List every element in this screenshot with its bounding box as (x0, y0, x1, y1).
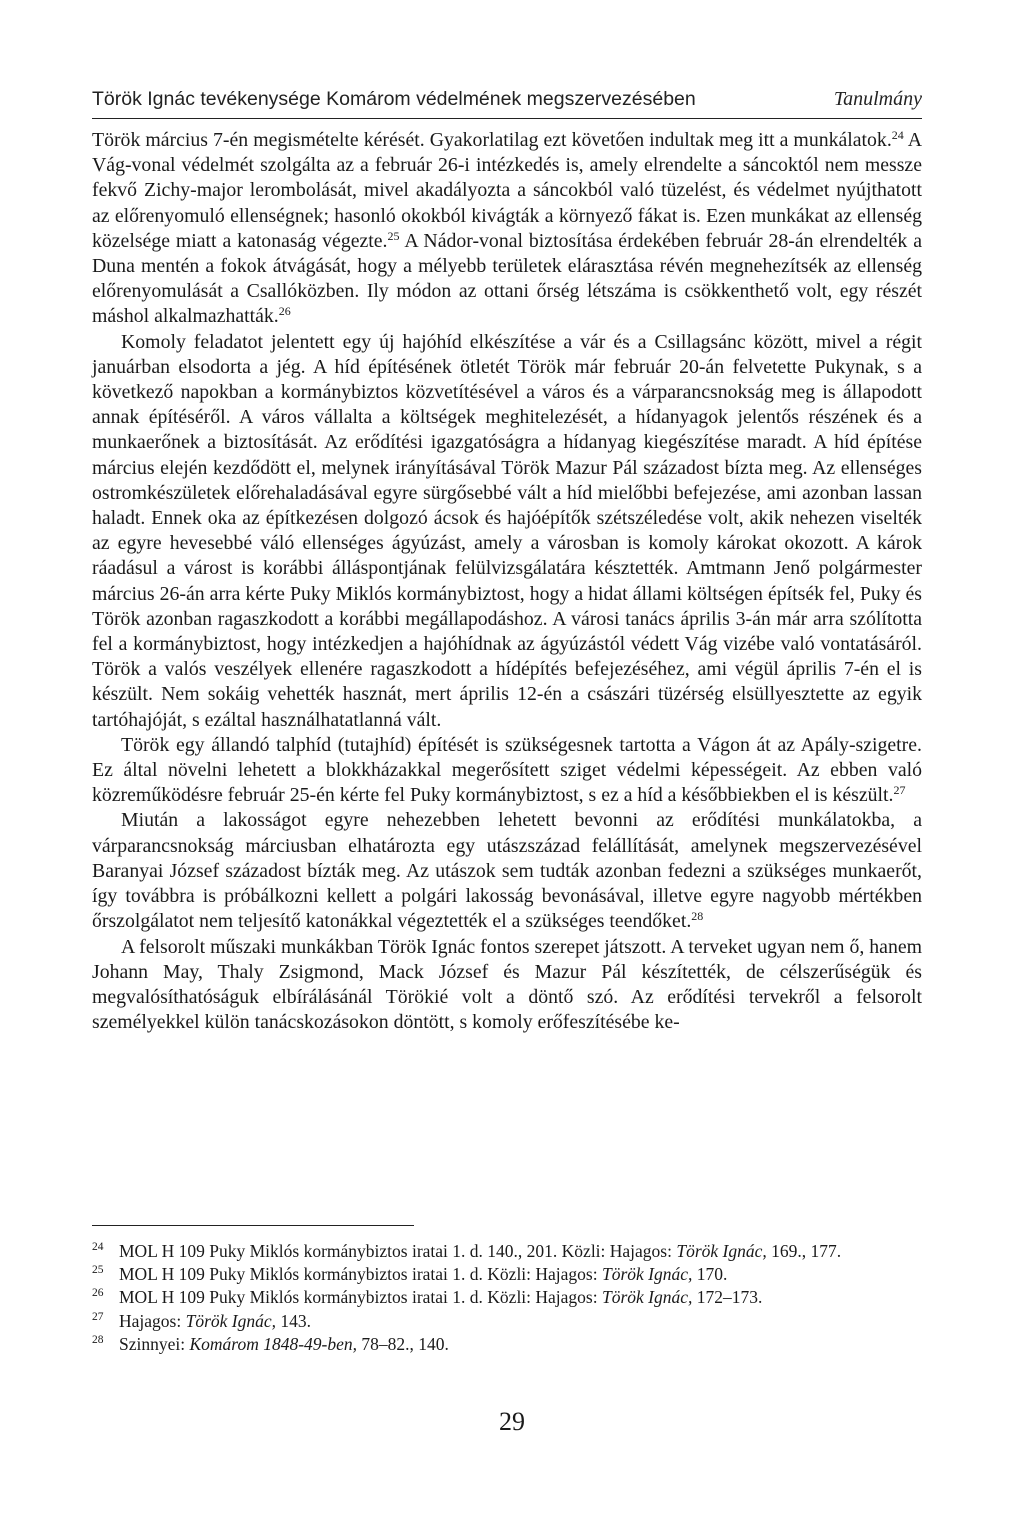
paragraph (92, 128, 922, 330)
paragraph (92, 808, 922, 934)
footnote-ref[interactable]: 27 (893, 783, 906, 798)
text-run: A Vág-vonal védelmét szolgálta az a február 26-i intézkedés is, amely elrendelte a sáncoktól nem messze fekvő Zichy-major lerombolását, mivel akadályozta a sáncokból való tüzelést, és védelmet nyújthatott az előrenyomuló ellenségnek; hasonló okokból kivágták a környező fákat is. Ezen munkákat az ellenség közelsége miatt a katonaság végezte. (92, 129, 923, 252)
footnote-number: 27 (92, 1310, 104, 1323)
text-run: Komoly feladatot jelentett egy új hajóhíd elkészítése a vár és a Csillagsánc között, mivel a régit januárban elsodorta a jég. A híd építésének ötletét Török már február 20-án felvetette Pukynak, s a következő napokban a kormánybiztos közvetítésével a város és a várparancsnokság meg is állapodott annak építéséről. A város vállalta a költségek meghitelezését, a hídanyagok jelentős részének és a munkaerőnek a biztosítását. Az erődítési igazgatóságra a hídanyag kiegészítése maradt. A híd építése március elején kezdődött el, melynek irányításával Török Mazur Pál századost bízta meg. Az ellenséges ostromkészületek előrehaladásával egyre sürgősebbé vált a híd mielőbbi befejezése, ami azonban lassan haladt. Ennek oka az építkezésen dolgozó ácsok és hajóépítők szétszéledése volt, akik nehezen viselték az egyre hevesebbé váló ellenséges ágyúzást, amely a városban is komoly károkat okozott. A károk ráadásul a várost is korábbi álláspontjának felülvizsgálatára késztették. Amtmann Jenő polgármester március 26-án arra kérte Puky Miklós kormánybiztost, hogy a hidat állami költségen építsék fel, Puky és Török azonban ragaszkodott a korábbi megállapodáshoz. A városi tanács április 3-án már arra szólította fel a kormánybiztost, hogy intézkedjen a hajóhídnak az ágyúzástól védett Vág vizébe való vontatásáról. Török a valós veszélyek ellenére ragaszkodott a hídépítés befejezéséhez, ami végül április 7-én el is készült. Nem sokáig vehették hasznát, mert április 12-én a császári tüzérség elsüllyesztette az egyik tartóhajóját, s ezáltal használhatatlanná vált. (92, 330, 922, 731)
footnote-text: Hajagos: Török Ignác, 143. (119, 1310, 311, 1331)
footnote-number: 26 (92, 1287, 104, 1300)
running-title: Török Ignác tevékenysége Komárom védelmének megszervezésében (92, 88, 696, 110)
section-label: Tanulmány (833, 88, 922, 110)
footnote (92, 1240, 922, 1262)
footnote-number: 28 (92, 1333, 104, 1346)
page-number: 29 (499, 1407, 525, 1436)
footnote-text: MOL H 109 Puky Miklós kormánybiztos iratai 1. d. 140., 201. Közli: Hajagos: Török Ignác, 169., 177. (119, 1241, 842, 1261)
footnotes (92, 1240, 922, 1356)
footnote-text: Szinnyei: Komárom 1848-49-ben, 78–82., 140. (119, 1333, 449, 1354)
footnote-text: MOL H 109 Puky Miklós kormánybiztos iratai 1. d. Közli: Hajagos: Török Ignác, 172–173. (119, 1287, 763, 1308)
footnote-number: 25 (92, 1264, 104, 1277)
footnote-ref[interactable]: 28 (691, 909, 704, 924)
body-text (92, 128, 922, 1035)
footnote-ref[interactable]: 24 (891, 128, 904, 142)
text-run: A Nádor-vonal biztosítása érdekében február 28-án elrendelték a Duna mentén a fokok átvágását, hogy a mélyebb területek elárasztása révén megnehezítsék az ellenség előrenyomulását a Csallóközben. Ily módon az ottani őrség létszáma is csökkenthető volt, egy részét máshol alkalmazhatták. (92, 229, 923, 328)
text-run: A felsorolt műszaki munkákban Török Ignác fontos szerepet játszott. A terveket ugyan nem ő, hanem Johann May, Thaly Zsigmond, Mack József és Mazur Pál készítették, de célszerűségük és megvalósíthatóságuk elbírálásánál Törökié volt a döntő szó. Az erődítési tervekről a felsorolt személyekkel külön tanácskozásokon döntött, s komoly erőfeszítésébe ke- (92, 935, 922, 1034)
footnote-text: MOL H 109 Puky Miklós kormánybiztos iratai 1. d. Közli: Hajagos: Török Ignác, 170. (119, 1264, 728, 1285)
footnote-divider (92, 1225, 414, 1226)
footnote-ref[interactable]: 25 (387, 228, 400, 243)
running-header (92, 88, 922, 119)
footnote-number: 24 (92, 1241, 104, 1253)
text-run: Török március 7-én megismételte kérését. Gyakorlatilag ezt követően indultak meg itt a munkálatok. (92, 129, 892, 151)
text-run: Miután a lakosságot egyre nehezebben lehetett bevonni az erődítési munkálatokba, a várparancsnokság márciusban elhatározta egy utászszázad felállítását, amelynek megszervezésével Baranyai József századost bízták meg. Az utászok sem tudták azonban fedezni a szükséges munkaerőt, így továbbra is próbálkozni kellett a polgári lakosság bevonásával, illetve egyre nagyobb mértékben őrszolgálatot nem teljesítő katonákkal végeztették el a szükséges teendőket. (92, 809, 922, 933)
text-run: Török egy állandó talphíd (tutajhíd) építését is szükségesnek tartotta a Vágon át az Apály-szigetre. Ez által növelni lehetett a blokkházakkal megerősített sziget védelmi képességeit. Az ebben való közreműködésre február 25-én kérte fel Puky kormánybiztost, s ez a híd a későbbiekben el is készült. (92, 733, 922, 807)
footnote-ref[interactable]: 26 (278, 304, 291, 319)
paragraph (92, 935, 922, 1036)
paragraph (92, 733, 922, 809)
footnote (92, 1286, 922, 1308)
footnote (92, 1263, 922, 1285)
footnote (92, 1333, 922, 1355)
paragraph (92, 330, 922, 733)
footnote (92, 1310, 922, 1332)
